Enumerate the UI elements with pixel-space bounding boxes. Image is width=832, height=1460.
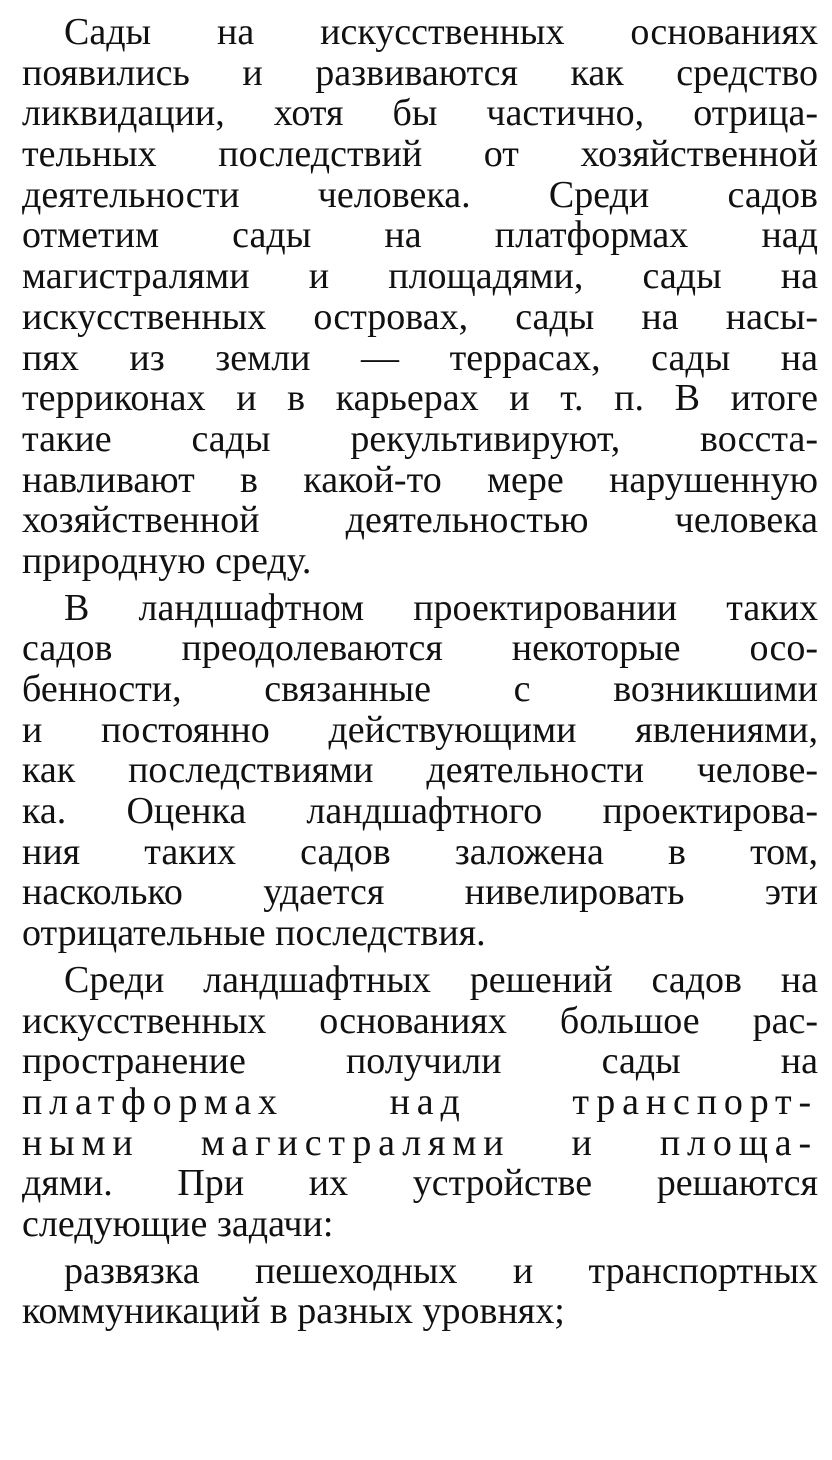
- text-line: ными магистралями и площа-: [22, 1121, 818, 1164]
- text-line: терриконах и в карьерах и т. п. В итоге: [22, 377, 818, 420]
- text-line: искусственных островах, сады на насы-: [22, 295, 818, 338]
- text-line: коммуникаций в разных уровнях;: [22, 1290, 565, 1333]
- text-line: хозяйственной деятельностью человека: [22, 499, 818, 542]
- text-line: искусственных основаниях большое рас-: [22, 999, 818, 1042]
- text-line: отметим сады на платформах над: [22, 214, 818, 257]
- paragraph-1: [22, 12, 818, 582]
- text-line: Сады на искусственных основаниях: [64, 11, 818, 53]
- text-line: как последствиями деятельности челове-: [22, 749, 818, 792]
- text-line: ка. Оценка ландшафтного проектирова-: [22, 790, 818, 833]
- text-line: дями. При их устройстве решаются: [22, 1162, 818, 1205]
- text-line: пространение получили сады на: [22, 1040, 818, 1083]
- text-line: отрицательные последствия.: [22, 912, 486, 955]
- text-line: навливают в какой-то мере нарушенную: [22, 458, 818, 501]
- text-line: развязка пешеходных и транспортных: [64, 1249, 818, 1292]
- text-line: В ландшафтном проектировании таких: [64, 586, 818, 629]
- text-line: и постоянно действующими явлениями,: [22, 708, 818, 751]
- text-line: природную среду.: [22, 539, 312, 582]
- text-line: садов преодолеваются некоторые осо-: [22, 627, 818, 670]
- text-line: ния таких садов заложена в том,: [22, 830, 818, 873]
- text-line: деятельности человека. Среди садов: [22, 173, 818, 216]
- paragraph-4: [22, 1251, 818, 1332]
- text-line: следующие задачи:: [22, 1202, 334, 1245]
- text-line: насколько удается нивелировать эти: [22, 871, 818, 914]
- text-line: появились и развиваются как средство: [22, 51, 818, 94]
- text-line: платформах над транспорт-: [22, 1080, 818, 1123]
- text-line: ликвидации, хотя бы частично, отрица-: [22, 92, 818, 135]
- text-line: такие сады рекультивируют, восста-: [22, 417, 818, 460]
- paragraph-2: [22, 588, 818, 954]
- paragraph-3: [22, 960, 818, 1245]
- text-line: пях из земли — террасах, сады на: [22, 336, 818, 379]
- text-line: тельных последствий от хозяйственной: [22, 133, 818, 176]
- text-line: магистралями и площадями, сады на: [22, 255, 818, 298]
- document-page: [22, 12, 818, 1332]
- text-line: бенности, связанные с возникшими: [22, 668, 818, 710]
- text-line: Среди ландшафтных решений садов на: [64, 958, 818, 1001]
